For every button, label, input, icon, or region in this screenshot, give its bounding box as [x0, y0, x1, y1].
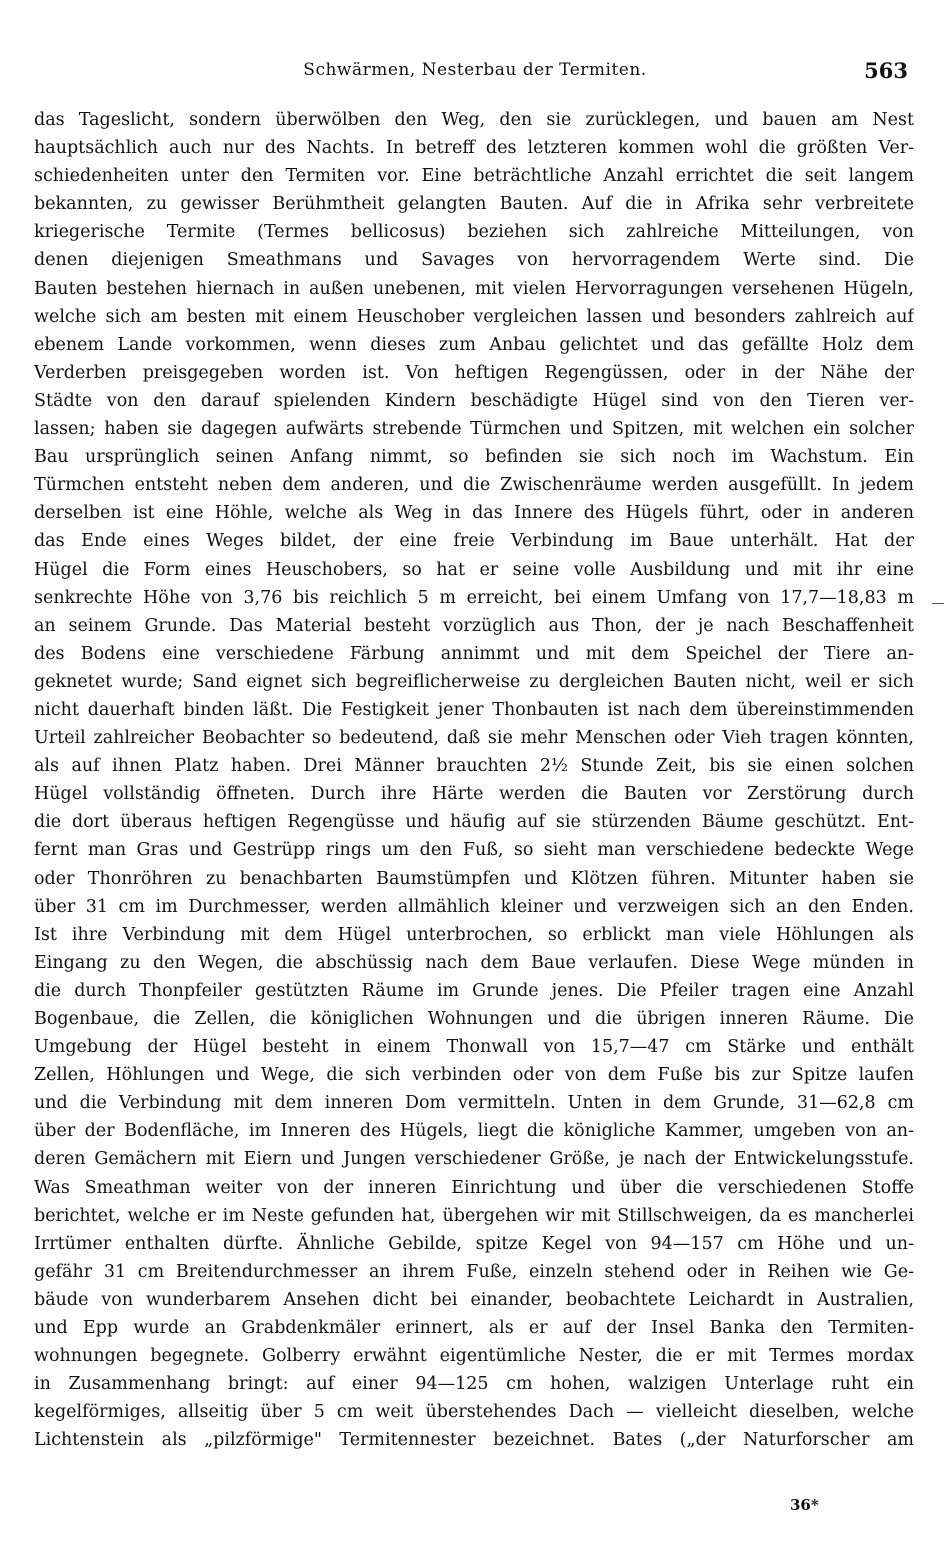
text-line: Eingang zu den Wegen, die abschüssig nach dem Baue verlaufen. Diese Wege münden in — [34, 952, 914, 973]
text-line: Türmchen entsteht neben dem anderen, und die Zwischenräume werden ausgefüllt. In jedem — [34, 475, 914, 496]
text-line: Ist ihre Verbindung mit dem Hügel unterbrochen, so erblickt man viele Höhlungen als — [34, 924, 914, 945]
text-line: Bau ursprünglich seinen Anfang nimmt, so befinden sie sich noch im Wachstum. Ein — [34, 447, 914, 468]
text-line: Zellen, Höhlungen und Wege, die sich verbinden oder von dem Fuße bis zur Spitze laufen — [34, 1065, 914, 1086]
text-line: und Epp wurde an Grabdenkmäler erinnert, als er auf der Insel Banka den Termiten- — [34, 1318, 914, 1339]
text-line: Bauten bestehen hiernach in außen unebenen, mit vielen Hervorragungen versehenen Hügeln, — [34, 278, 914, 299]
text-line: gefähr 31 cm Breitendurchmesser an ihrem Fuße, einzeln stehend oder in Reihen wie Ge- — [34, 1261, 914, 1282]
running-head — [0, 58, 950, 86]
text-line: derselben ist eine Höhle, welche als Weg in das Innere des Hügels führt, oder in anderen — [34, 503, 914, 524]
text-line: Irrtümer enthalten dürfte. Ähnliche Gebilde, spitze Kegel von 94—157 cm Höhe und un- — [34, 1233, 914, 1254]
text-line: denen diejenigen Smeathmans und Savages von hervorragendem Werte sind. Die — [34, 250, 914, 271]
text-line: bäude von wunderbarem Ansehen dicht bei einander, beobachtete Leichardt in Australien, — [34, 1289, 914, 1310]
page-number: 563 — [864, 58, 908, 83]
text-line: Urteil zahlreicher Beobachter so bedeutend, daß sie mehr Menschen oder Vieh tragen könnten, — [34, 728, 914, 749]
text-line: als auf ihnen Platz haben. Drei Männer brauchten 2½ Stunde Zeit, bis sie einen solchen — [34, 756, 914, 777]
text-line: kriegerische Termite (Termes bellicosus) beziehen sich zahlreiche Mitteilungen, von — [34, 222, 914, 243]
text-line: nicht dauerhaft binden läßt. Die Festigkeit jener Thonbauten ist nach dem übereinstimmenden — [34, 699, 914, 720]
text-line: geknetet wurde; Sand eignet sich begreiflicherweise zu dergleichen Bauten nicht, weil er sich — [34, 671, 914, 692]
text-line: die dort überaus heftigen Regengüsse und häufig auf sie stürzenden Bäume geschützt. Ent- — [34, 812, 914, 833]
text-line: Städte von den darauf spielenden Kindern beschädigte Hügel sind von den Tieren ver- — [34, 390, 914, 411]
text-line: Lichtenstein als „pilzförmige" Termitennester bezeichnet. Bates („der Naturforscher am — [34, 1430, 914, 1451]
text-line: wohnungen begegnete. Golberry erwähnt eigentümliche Nester, die er mit Termes mordax — [34, 1346, 914, 1367]
text-line: fernt man Gras und Gestrüpp rings um den Fuß, so sieht man verschiedene bedeckte Wege — [34, 840, 914, 861]
text-line: Was Smeathman weiter von der inneren Einrichtung und über die verschiedenen Stoffe — [34, 1177, 914, 1198]
text-line: an seinem Grunde. Das Material besteht vorzüglich aus Thon, der je nach Beschaffenheit — [34, 615, 914, 636]
text-line: kegelförmiges, allseitig über 5 cm weit überstehendes Dach — vielleicht dieselben, welche — [34, 1402, 914, 1423]
text-line: lassen; haben sie dagegen aufwärts strebende Türmchen und Spitzen, mit welchen ein solcher — [34, 419, 914, 440]
text-line: das Ende eines Weges bildet, der eine freie Verbindung im Baue unterhält. Hat der — [34, 531, 914, 552]
signature-mark: 36* — [790, 1496, 819, 1514]
text-line: bekannten, zu gewisser Berühmtheit gelangten Bauten. Auf die in Afrika sehr verbreitete — [34, 194, 914, 215]
text-line: Hügel die Form eines Heuschobers, so hat er seine volle Ausbildung und mit ihr eine — [34, 559, 914, 580]
text-line: schiedenheiten unter den Termiten vor. Eine beträchtliche Anzahl errichtet die seit langem — [34, 166, 914, 187]
text-line: senkrechte Höhe von 3,76 bis reichlich 5 m erreicht, bei einem Umfang von 17,7—18,83 m — [34, 587, 914, 608]
text-line: Verderben preisgegeben worden ist. Von heftigen Regengüssen, oder in der Nähe der — [34, 362, 914, 383]
body-text — [34, 106, 914, 1455]
running-title: Schwärmen, Nesterbau der Termiten. — [303, 60, 647, 80]
text-line: oder Thonröhren zu benachbarten Baumstümpfen und Klötzen führen. Mitunter haben sie — [34, 868, 914, 889]
text-line: ebenem Lande vorkommen, wenn dieses zum Anbau gelichtet und das gefällte Holz dem — [34, 334, 914, 355]
text-line: deren Gemächern mit Eiern und Jungen verschiedener Größe, je nach der Entwickelungsstufe. — [34, 1149, 914, 1170]
text-line: des Bodens eine verschiedene Färbung annimmt und mit dem Speichel der Tiere an- — [34, 643, 914, 664]
text-line: Hügel vollständig öffneten. Durch ihre Härte werden die Bauten vor Zerstörung durch — [34, 784, 914, 805]
text-line: die durch Thonpfeiler gestützten Räume im Grunde jenes. Die Pfeiler tragen eine Anzahl — [34, 980, 914, 1001]
text-line: Bogenbaue, die Zellen, die königlichen Wohnungen und die übrigen inneren Räume. Die — [34, 1009, 914, 1029]
text-line: in Zusammenhang bringt: auf einer 94—125 cm hohen, walzigen Unterlage ruht ein — [34, 1374, 914, 1395]
text-line: hauptsächlich auch nur des Nachts. In betreff des letzteren kommen wohl die größten Ver- — [34, 138, 914, 159]
text-line: und die Verbindung mit dem inneren Dom vermitteln. Unten in dem Grunde, 31—62,8 cm — [34, 1093, 914, 1114]
text-line: über 31 cm im Durchmesser, werden allmählich kleiner und verzweigen sich an den Enden. — [34, 896, 914, 917]
text-line: welche sich am besten mit einem Heuschober vergleichen lassen und besonders zahlreich auf — [34, 306, 914, 327]
margin-mark — [932, 603, 944, 604]
text-line: Umgebung der Hügel besteht in einem Thonwall von 15,7—47 cm Stärke und enthält — [34, 1037, 914, 1058]
text-line: berichtet, welche er im Neste gefunden hat, übergehen wir mit Stillschweigen, da es mancherlei — [34, 1205, 914, 1226]
text-line: das Tageslicht, sondern überwölben den Weg, den sie zurücklegen, und bauen am Nest — [34, 110, 914, 130]
text-line: über der Bodenfläche, im Inneren des Hügels, liegt die königliche Kammer, umgeben von an- — [34, 1121, 914, 1142]
